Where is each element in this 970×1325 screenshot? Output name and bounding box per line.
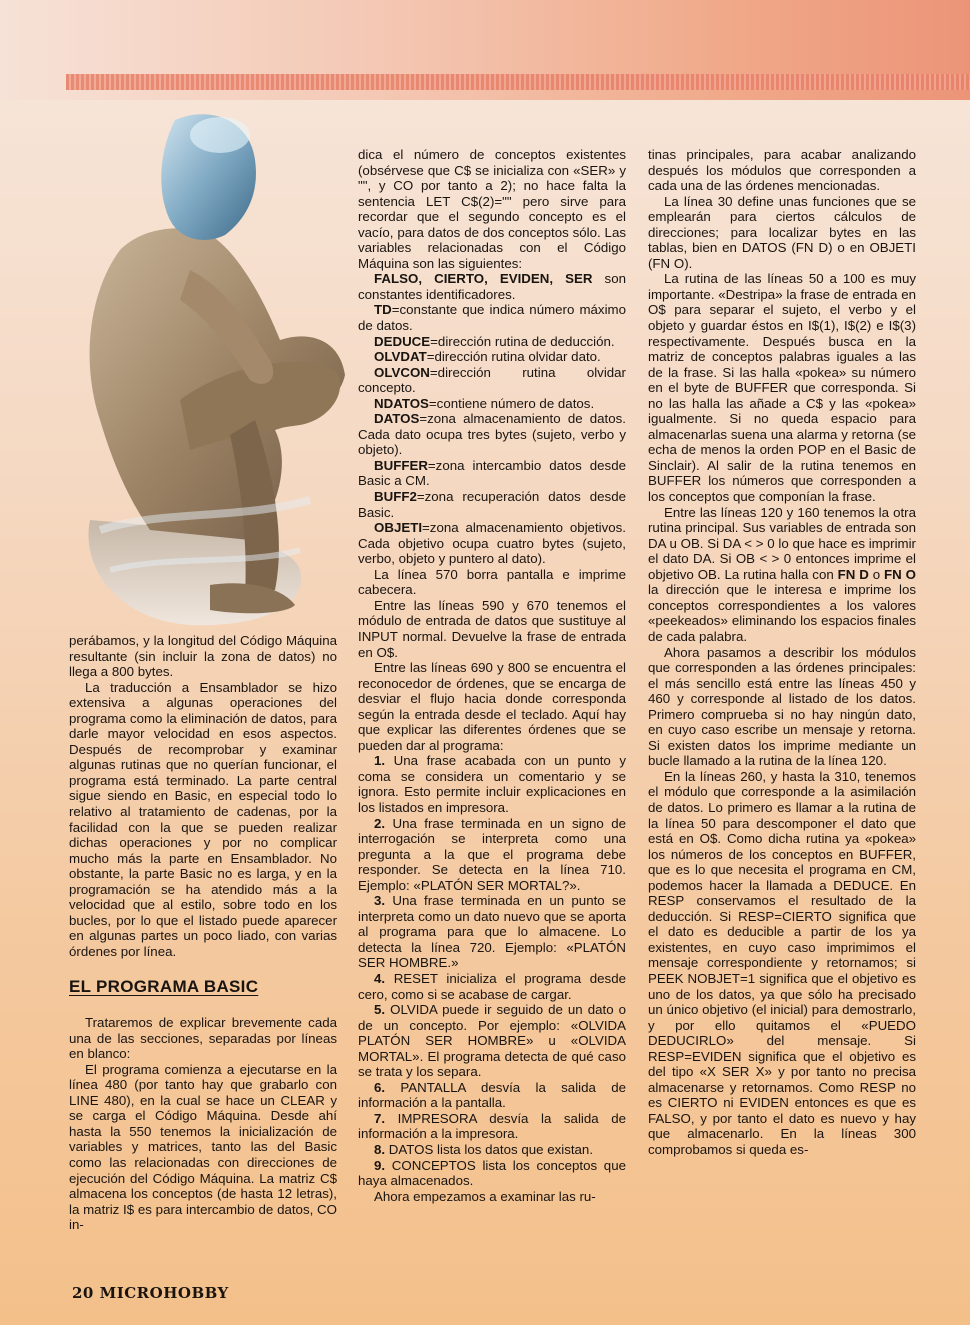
variable-desc: =dirección rutina olvidar dato.	[426, 349, 601, 365]
col3-paragraph-1: tinas principales, para acabar analizando después los módulos que corresponden a cada una de las órdenes mencionadas.	[648, 147, 916, 194]
col2-paragraph-5: Ahora empezamos a examinar las ru-	[374, 1188, 596, 1204]
command-desc: CONCEPTOS lista los conceptos que haya almacenados.	[358, 1157, 626, 1189]
variable-item	[358, 520, 626, 567]
command-desc: RESET inicializa el programa desde cero, como si se acabase de cargar.	[358, 970, 626, 1002]
variable-item	[358, 458, 626, 489]
page-number: 20	[72, 1284, 94, 1302]
variable-desc: =dirección rutina de deducción.	[430, 333, 615, 349]
col3-paragraph-5: Ahora pasamos a describir los módulos que corresponden a las órdenes principales: el más sencillo está entre las líneas 450 y 460 y corresponde al listado de los datos. Primero comprueba si no hay ningún dato, en cuyo caso escribe un mensaje y retorna. Si existen datos los imprime mediante un bucle llamado a la rutina de la línea 120.	[648, 644, 916, 769]
command-item	[358, 1080, 626, 1111]
col3-paragraph-3: La rutina de las líneas 50 a 100 es muy importante. «Destripa» la frase de entrada en O$ para separar el sujeto, el verbo y el objeto y guardar éstos en I$(1), I$(2) e I$(3) respectivamente. Después busca en la matriz de conceptos palabras iguales a las de la frase. Si las halla «pokea» su número en el byte de BUFFER que corresponda. Si no las halla las añade a C$ y las «pokea» igualmente. Si no queda espacio para almacenarlas suena una alarma y retorna (se echa de menos la orden POP en el Basic de Sinclair). Al salir de la rutina tenemos en BUFFER los números que corresponden a los conceptos que componían la frase.	[648, 271, 916, 505]
col3-p4-text-d: la dirección que le interesa e imprime los conceptos correspondientes a los valores «peekeados» eliminando los espacios finales de cada palabra.	[648, 582, 916, 644]
col1-paragraph-3: Trataremos de explicar brevemente cada una de las secciones, separadas por líneas en blanco:	[69, 1015, 337, 1062]
variable-item	[358, 334, 626, 350]
page-footer	[72, 1284, 229, 1302]
command-item	[358, 971, 626, 1002]
variable-name: TD	[374, 302, 392, 318]
col1-paragraph-4: El programa comienza a ejecutarse en la línea 480 (por tanto hay que grabarlo con LINE 480), en la cual se hace un CLEAR y se carga el Código Máquina. Desde ahí hasta la 550 tenemos la inicialización de variables y matrices, tanto las del Basic como las relacionadas con direcciones de ejecución del Código Máquina. La matriz C$ almacena los conceptos (de hasta 12 letras), la matriz I$ es para intercambio de datos, CO in-	[69, 1061, 337, 1233]
command-item	[358, 893, 626, 971]
variable-name: NDATOS	[374, 395, 429, 411]
command-number: 7.	[374, 1110, 386, 1126]
variable-name: OBJETI	[374, 520, 423, 536]
command-number: 9.	[374, 1157, 386, 1173]
command-desc: DATOS lista los datos que existan.	[385, 1142, 594, 1157]
command-desc: Una frase acabada con un punto y coma se considera un comentario y se ignora. Esto permite incluir explicaciones en los listados en impresora.	[358, 753, 626, 815]
col1-paragraph-2: La traducción a Ensamblador se hizo extensiva a algunas operaciones del programa como la eliminación de datos, para darle mayor velocidad en esos aspectos. Después de recomprobar y examinar algunas rutinas que no querían funcionar, el programa está terminado. La parte central sigue siendo en Basic, en especial todo lo relativo al tratamiento de cadenas, por la facilidad con la que se pueden realizar dichas operaciones y por no complicar mucho más la parte en Ensamblador. No obstante, la parte Basic no es larga, y en la programación se ha atendido más a la velocidad que al estilo, sobre todo en los bucles, por lo que el listado puede aparecer en algunas partes un poco liado, con varias órdenes por línea.	[69, 679, 337, 959]
command-number: 4.	[374, 970, 386, 986]
command-item	[358, 1002, 626, 1080]
magazine-name: MICROHOBBY	[99, 1284, 229, 1302]
command-desc: PANTALLA desvía la salida de información a la pantalla.	[358, 1079, 626, 1111]
variable-name: DATOS	[374, 411, 420, 427]
variable-item	[358, 271, 626, 302]
variable-item	[358, 302, 626, 333]
col3-p4-fn-d: FN D	[837, 566, 869, 582]
command-number: 1.	[374, 753, 386, 769]
col3-p4-fn-o: FN O	[884, 566, 916, 582]
col2-paragraph-2: La línea 570 borra pantalla e imprime cabecera.	[358, 566, 626, 598]
variable-name: OLVDAT	[374, 349, 427, 365]
command-desc: Una frase terminada en un signo de interrogación se interpreta como una pregunta a la que el programa debe responder. Se detecta en la línea 710. Ejemplo: «PLATÓN SER MORTAL?».	[358, 815, 626, 893]
variable-desc: =zona recuperación datos desde Basic.	[358, 489, 626, 520]
command-desc: OLVIDA puede ir seguido de un dato o de un concepto. Por ejemplo: «OLVIDA PLATÓN SER HOMBRE» u «OLVIDA MORTAL». El programa detecta de qué caso se trata y los separa.	[358, 1002, 626, 1080]
variable-desc: =zona almacenamiento de datos. Cada dato ocupa tres bytes (sujeto, verbo y objeto).	[358, 411, 626, 458]
section-heading: EL PROGRAMA BASIC	[69, 977, 259, 997]
col2-paragraph-3: Entre las líneas 590 y 670 tenemos el módulo de entrada de datos que sustituye al INPUT normal. Devuelve la frase de entrada en O$.	[358, 597, 626, 660]
col2-paragraph-1: dica el número de conceptos existentes (obsérvese que C$ se inicializa con «SER» y "", y CO por tanto a 2); no hace falta la sentencia LET C$(2)="" pero sirve para recordar que el segundo concepto es el vacío, para datos de dos conceptos sólo. Las variables relacionadas con el Código Máquina son las siguientes:	[358, 147, 626, 271]
variable-desc: =contiene número de datos.	[428, 395, 595, 411]
variable-name: BUFFER	[374, 457, 428, 473]
command-item	[358, 1142, 626, 1158]
column-3	[648, 147, 916, 1158]
variable-name: FALSO, CIERTO, EVIDEN, SER	[374, 271, 593, 287]
col3-p4-text-c: o	[868, 566, 885, 582]
variable-name: BUFF2	[374, 489, 417, 505]
col3-paragraph-2: La línea 30 define unas funciones que se emplearán para ciertos cálculos de direcciones; para localizar bytes en las tablas, bien en DATOS (FN D) o en OBJETI (FN O).	[648, 193, 916, 271]
variable-item	[358, 365, 626, 396]
col3-paragraph-4	[648, 505, 916, 645]
decorative-stripe	[66, 74, 970, 90]
variable-item	[358, 411, 626, 458]
thinker-illustration	[60, 100, 350, 630]
variable-desc: son constantes identificadores.	[358, 271, 626, 302]
command-item	[358, 1111, 626, 1142]
command-number: 6.	[374, 1079, 386, 1095]
variable-item	[358, 349, 626, 365]
command-number: 5.	[374, 1002, 386, 1018]
command-item	[358, 1158, 626, 1189]
col3-paragraph-6: En la líneas 260, y hasta la 310, tenemos el módulo que corresponde a la asimilación de datos. Lo primero es llamar a la rutina de la línea 50 para descomponer el dato que está en O$. Como dicha rutina ya «pokea» los números de los conceptos en BUFFER, que es lo que necesita el programa en CM, podemos hacer la llamada a DEDUCE. En RESP conservamos el resultado de la deducción. Si RESP=CIERTO significa que el dato es deducible a partir de los ya existentes, en cuyo caso imprimimos el mensaje correspondiente y retornamos; si PEEK NOBJET=1 significa que el objetivo es uno de los datos, ya que sólo ha precisado un único objetivo (el inicial) para demostrarlo, y por ello quitamos el «PUEDO DEDUCIRLO» del mensaje. Si RESP=EVIDEN significa que el objetivo es del tipo «X SER X» y por tanto no precisa almacenarse y retornamos. Como RESP no es CIERTO ni EVIDEN entonces es que es FALSO, y por tanto el dato es nuevo y hay que almacenarlo. En la líneas 300 comprobamos si queda es-	[648, 768, 916, 1157]
variable-desc: =zona intercambio datos desde Basic a CM.	[358, 457, 626, 489]
command-item	[358, 753, 626, 815]
col2-paragraph-4: Entre las líneas 690 y 800 se encuentra el reconocedor de órdenes, que se encarga de desviar el flujo hacia donde corresponda según la entrada desde el teclado. Aquí hay que explicar las diferentes órdenes que se pueden dar al programa:	[358, 660, 626, 753]
col3-p4-text-a: Entre las líneas 120 y 160 tenemos la otra rutina principal. Sus variables de entrada son DA u OB. Si DA < > 0 lo que hace es imprimir el dato DA. Si OB < > 0 entonces imprime el objetivo OB. La rutina halla con	[648, 504, 916, 582]
command-number: 8.	[374, 1142, 386, 1157]
col1-paragraph-1: perábamos, y la longitud del Código Máquina resultante (sin incluir la zona de datos) no llega a 800 bytes.	[69, 633, 337, 680]
command-desc: Una frase terminada en un punto se interpreta como un dato nuevo que se aporta al programa para que lo almacene. Lo detecta la línea 720. Ejemplo: «PLATÓN SER HOMBRE.»	[358, 893, 626, 971]
variable-desc: =dirección rutina olvidar concepto.	[358, 364, 626, 396]
variable-item	[358, 489, 626, 520]
column-1	[69, 633, 337, 1233]
command-number: 3.	[374, 893, 386, 909]
command-desc: IMPRESORA desvía la salida de información a la impresora.	[358, 1110, 626, 1142]
variable-item	[358, 396, 626, 412]
command-number: 2.	[374, 815, 386, 831]
variable-name: OLVCON	[374, 364, 430, 380]
variable-name: DEDUCE	[374, 333, 431, 349]
column-2	[358, 147, 626, 1204]
variable-desc: =constante que indica número máximo de datos.	[358, 302, 626, 334]
variable-desc: =zona almacenamiento objetivos. Cada objetivo ocupa cuatro bytes (sujeto, verbo, objeto y puntero al dato).	[358, 520, 626, 567]
command-item	[358, 816, 626, 894]
